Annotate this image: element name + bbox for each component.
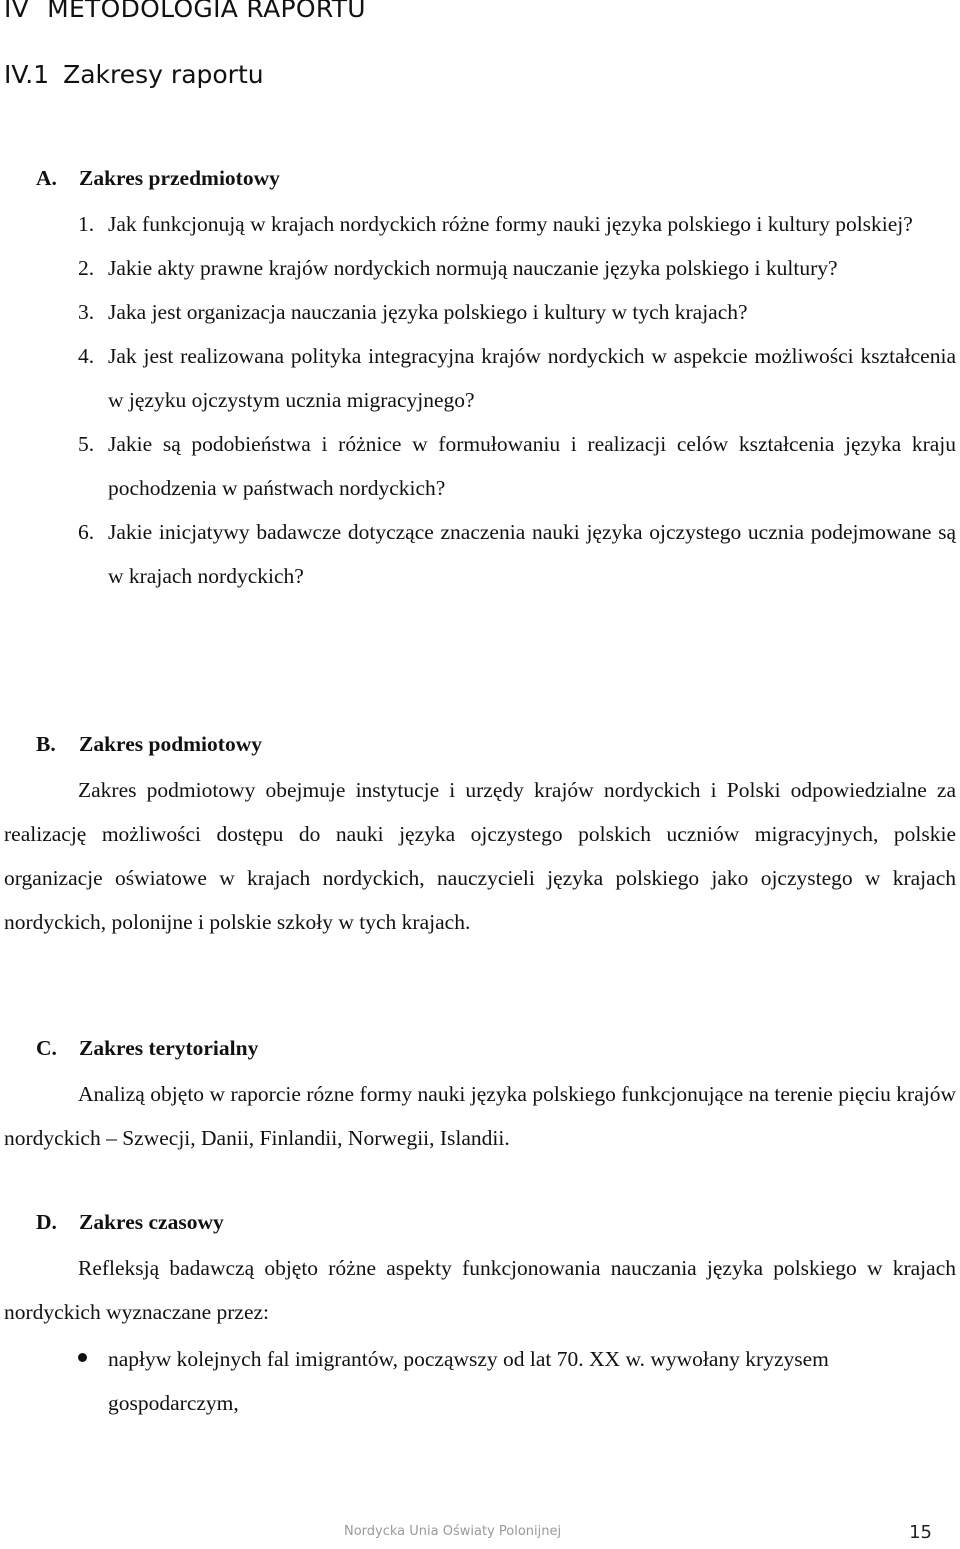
question-item (78, 510, 956, 598)
section-b-paragraph: Zakres podmiotowy obejmuje instytucje i urzędy krajów nordyckich i Polski odpowiedzialne za realizację możliwości dostępu do nauki języka ojczystego polskich uczniów migracyjnych, polskie organizacje oświatowe w krajach nordyckich, nauczycieli języka polskiego jako ojczystego w krajach nordyckich, polonijne i polskie szkoły w tych krajach. (4, 778, 956, 934)
section-title: Zakresy raportu (63, 60, 264, 89)
bullet-text: napływ kolejnych fal imigrantów, począwszy od lat 70. XX w. wywołany kryzysem gospodarczym, (108, 1347, 829, 1415)
section-c-heading (36, 1036, 258, 1061)
page-number: 15 (909, 1522, 932, 1543)
question-text: Jaka jest organizacja nauczania języka polskiego i kultury w tych krajach? (108, 300, 748, 324)
question-item (78, 290, 956, 334)
section-c-title: Zakres terytorialny (79, 1036, 259, 1060)
section-d-heading (36, 1210, 224, 1235)
section-heading (4, 60, 264, 89)
bullet-item (78, 1337, 956, 1425)
question-item (78, 334, 956, 422)
question-text: Jakie są podobieństwa i różnice w formułowaniu i realizacji celów kształcenia języka kraju pochodzenia w państwach nordyckich? (108, 432, 956, 500)
question-item (78, 422, 956, 510)
question-item (78, 246, 956, 290)
section-d-letter: D. (36, 1210, 57, 1234)
section-d-title: Zakres czasowy (79, 1210, 224, 1234)
research-questions-list (78, 202, 956, 598)
question-number: 3. (78, 300, 95, 324)
question-number: 2. (78, 256, 95, 280)
footer-organization: Nordycka Unia Oświaty Polonijnej (344, 1524, 562, 1539)
bullet-list (78, 1337, 956, 1425)
section-b-title: Zakres podmiotowy (79, 732, 262, 756)
section-c-paragraph: Analizą objęto w raporcie rózne formy nauki języka polskiego funkcjonujące na terenie pięciu krajów nordyckich – Szwecji, Danii, Finlandii, Norwegii, Islandii. (4, 1082, 956, 1150)
section-a-letter: A. (36, 166, 57, 190)
question-item (78, 202, 956, 246)
section-b-letter: B. (36, 732, 56, 756)
question-text: Jak funkcjonują w krajach nordyckich różne formy nauki języka polskiego i kultury polskiej? (108, 212, 913, 236)
section-c-letter: C. (36, 1036, 57, 1060)
question-text: Jakie akty prawne krajów nordyckich normują nauczanie języka polskiego i kultury? (108, 256, 838, 280)
bullet-icon (78, 1353, 87, 1362)
chapter-heading (4, 0, 366, 23)
section-a-title: Zakres przedmiotowy (79, 166, 280, 190)
section-b-heading (36, 732, 262, 757)
chapter-title: METODOLOGIA RAPORTU (47, 0, 366, 23)
question-text: Jakie inicjatywy badawcze dotyczące znaczenia nauki języka ojczystego ucznia podejmowane są w krajach nordyckich? (108, 520, 956, 588)
section-d-paragraph: Refleksją badawczą objęto różne aspekty funkcjonowania nauczania języka polskiego w krajach nordyckich wyznaczane przez: (4, 1256, 956, 1324)
question-number: 4. (78, 344, 95, 368)
question-number: 5. (78, 432, 95, 456)
chapter-number: IV (4, 0, 30, 23)
question-text: Jak jest realizowana polityka integracyjna krajów nordyckich w aspekcie możliwości kształcenia w języku ojczystym ucznia migracyjnego? (108, 344, 956, 412)
section-number: IV.1 (4, 60, 50, 89)
question-number: 1. (78, 212, 95, 236)
section-a-heading (36, 166, 280, 191)
question-number: 6. (78, 520, 95, 544)
